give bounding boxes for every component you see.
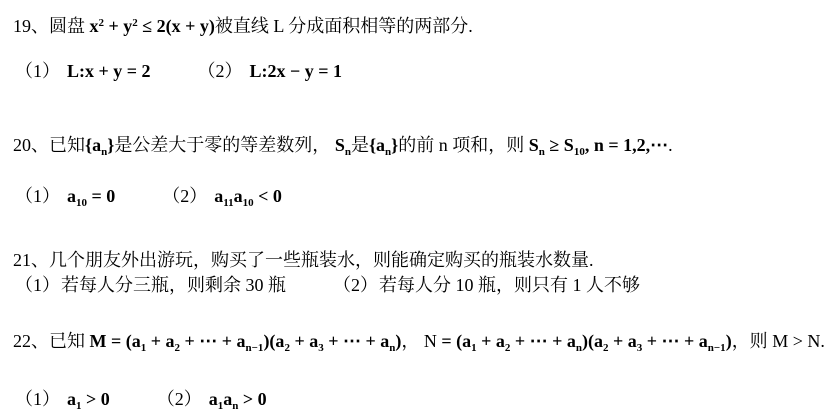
condition-2-label: （2）	[162, 186, 208, 206]
condition-2-body: 若每人分 10 瓶，则只有 1 人不够	[379, 275, 640, 295]
question-19-stem: 19、圆盘 $x^2 + y^2 \le 2(x + y)$被直线 L 分成面积相等的两部分.	[13, 16, 473, 36]
condition-1-body: $a_1 > 0$	[67, 389, 110, 412]
question-22-conditions	[13, 387, 834, 412]
question-20-conditions	[13, 184, 834, 209]
question-21-conditions	[13, 273, 834, 298]
question-21-condition-2	[333, 273, 640, 298]
condition-2-label: （2）	[333, 275, 378, 295]
question-20-condition-1	[15, 184, 115, 209]
condition-1-body: L:x + y = 2	[67, 61, 151, 81]
question-21-condition-1	[15, 273, 286, 298]
condition-2-body: L:2x − y = 1	[249, 61, 343, 81]
question-19-condition-1	[15, 59, 151, 84]
condition-1-body: $a_{10} = 0$	[67, 186, 116, 209]
question-20-condition-2	[162, 184, 282, 209]
condition-2-label: （2）	[156, 389, 202, 409]
question-20-stem: 20、已知$\{a_n\}$是公差大于零的等差数列， $S_n$是$\{a_n\}$的前 n 项和，则 $S_n \ge S_{10}$, n = 1,2,⋯.	[13, 135, 673, 158]
condition-1-label: （1）	[15, 61, 60, 81]
condition-2-body: $a_{11}a_{10} < 0$	[214, 186, 282, 209]
condition-2-label: （2）	[197, 61, 243, 81]
question-19-conditions	[13, 59, 834, 84]
question-21-stem: 21、几个朋友外出游玩，购买了一些瓶装水，则能确定购买的瓶装水数量.	[13, 250, 594, 270]
condition-1-label: （1）	[15, 275, 60, 295]
question-22-condition-1	[15, 387, 110, 412]
condition-1-label: （1）	[15, 186, 60, 206]
question-19-condition-2	[198, 59, 343, 84]
condition-2-body: $a_1a_n > 0$	[208, 389, 267, 412]
question-22-condition-2	[157, 387, 267, 412]
question-22-stem: 22、已知 $M = (a_1 + a_2$ + ⋯ + $a_{n-1})(a_2 + a_3$ + ⋯ + $a_n$)， $N = (a_1 + a_2$ + ⋯ + $a_n)(a_2 + a_3$ + ⋯ + $a_{n-1}$)，则 M > N.	[13, 331, 825, 354]
condition-1-body: 若每人分三瓶，则剩余 30 瓶	[61, 275, 286, 295]
condition-1-label: （1）	[15, 389, 60, 409]
